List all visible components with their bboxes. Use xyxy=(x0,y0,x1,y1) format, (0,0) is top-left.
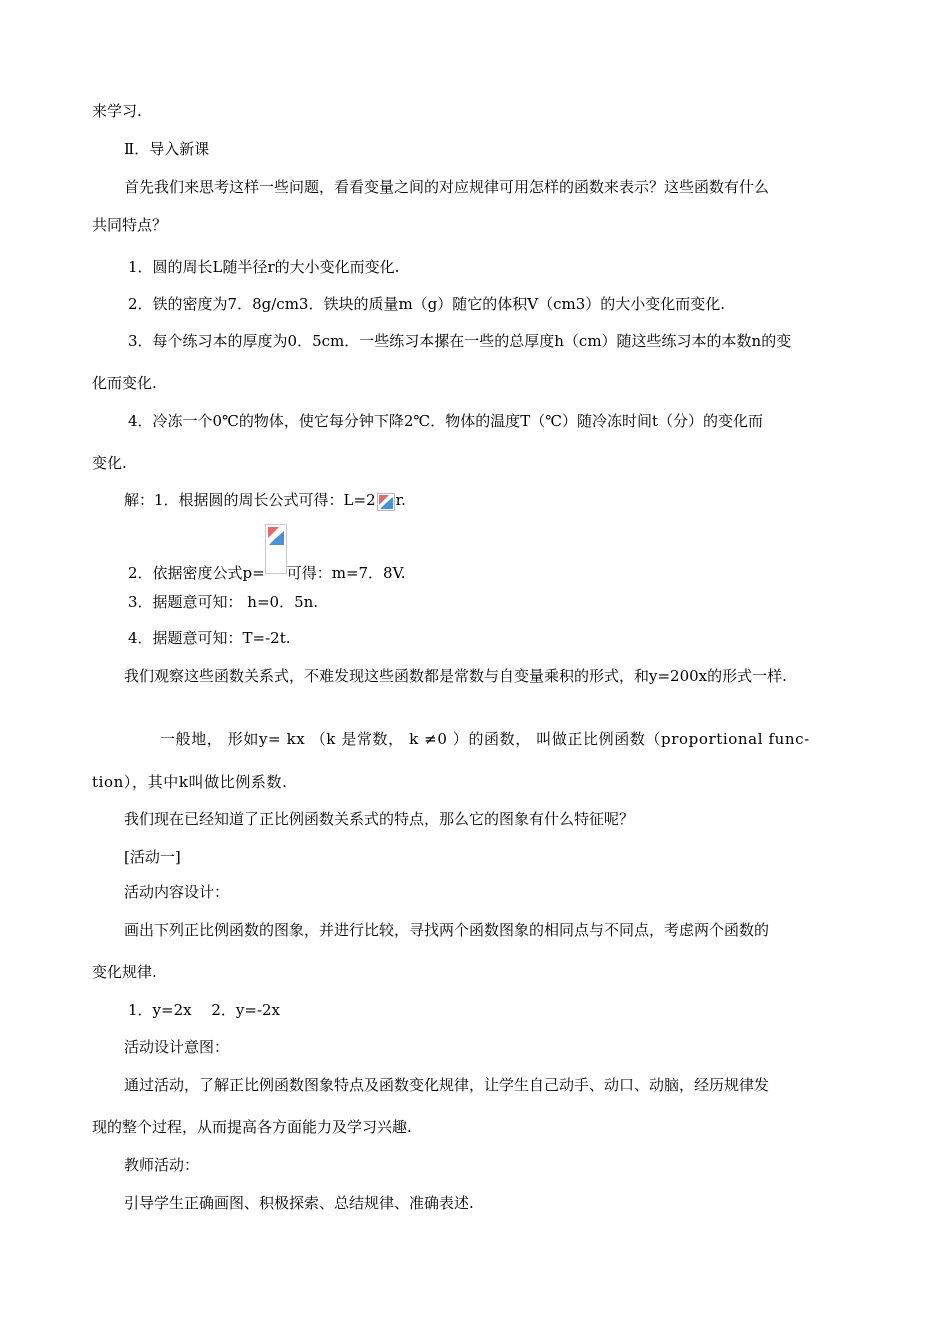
text-line: 来学习. xyxy=(92,102,142,120)
text-segment: 可得：m=7．8V. xyxy=(286,564,406,582)
text-line: 画出下列正比例函数的图象，并进行比较，寻找两个函数图象的相同点与不同点，考虑两个函数的 xyxy=(124,921,770,939)
definition-line: tion），其中k叫做比例系数. xyxy=(92,773,288,791)
text-line: 活动内容设计： xyxy=(124,883,230,901)
text-line: 变化. xyxy=(92,454,127,472)
text-line: 通过活动，了解正比例函数图象特点及函数变化规律，让学生自己动手、动口、动脑，经历规律发 xyxy=(124,1076,770,1094)
text-segment: 解：1．根据圆的周长公式可得：L=2 xyxy=(124,491,376,509)
definition-line: 一般地， 形如y= kx （k 是常数， k ≠0 ）的函数， 叫做正比例函数（proportional func- xyxy=(160,730,810,748)
broken-image-icon xyxy=(377,493,395,511)
text-line: 活动设计意图： xyxy=(124,1038,230,1056)
text-line: 变化规律. xyxy=(92,963,157,981)
solution-line-2 xyxy=(128,558,406,582)
text-line: 化而变化. xyxy=(92,374,157,392)
text-line: 共同特点？ xyxy=(92,216,168,234)
text-line: 4．据题意可知：T=-2t. xyxy=(128,629,291,647)
text-segment: r. xyxy=(395,491,406,509)
text-segment: 2．依据密度公式p= xyxy=(128,564,265,582)
text-line: 我们观察这些函数关系式，不难发现这些函数都是常数与自变量乘积的形式，和y=200x的形式一样. xyxy=(124,667,787,685)
section-heading: Ⅱ．导入新课 xyxy=(124,140,210,158)
text-line: 现的整个过程，从而提高各方面能力及学习兴趣. xyxy=(92,1118,412,1136)
fraction-image-wrapper xyxy=(265,558,287,578)
text-line: 3．据题意可知： h=0．5n. xyxy=(128,593,319,611)
text-line: 我们现在已经知道了正比例函数关系式的特点，那么它的图象有什么特征呢？ xyxy=(124,810,635,828)
text-line: 1．y=2x 2．y=-2x xyxy=(128,1001,281,1019)
text-line: 引导学生正确画图、积极探索、总结规律、准确表述. xyxy=(124,1194,474,1212)
text-line: 1．圆的周长L随半径r的大小变化而变化. xyxy=(128,258,400,276)
broken-image-icon xyxy=(265,524,287,574)
activity-heading: [活动一] xyxy=(124,848,181,866)
text-line: 首先我们来思考这样一些问题，看看变量之间的对应规律可用怎样的函数来表示？这些函数有什么 xyxy=(124,178,770,196)
solution-line-1 xyxy=(124,490,406,510)
text-line: 教师活动： xyxy=(124,1156,200,1174)
text-line: 4．冷冻一个0℃的物体，使它每分钟下降2℃．物体的温度T（℃）随冷冻时间t（分）的变化而 xyxy=(128,412,764,430)
text-line: 2．铁的密度为7．8g/cm3．铁块的质量m（g）随它的体积V（cm3）的大小变化而变化. xyxy=(128,295,726,313)
text-line: 3．每个练习本的厚度为0．5cm．一些练习本摞在一些的总厚度h（cm）随这些练习本的本数n的变 xyxy=(128,332,792,350)
